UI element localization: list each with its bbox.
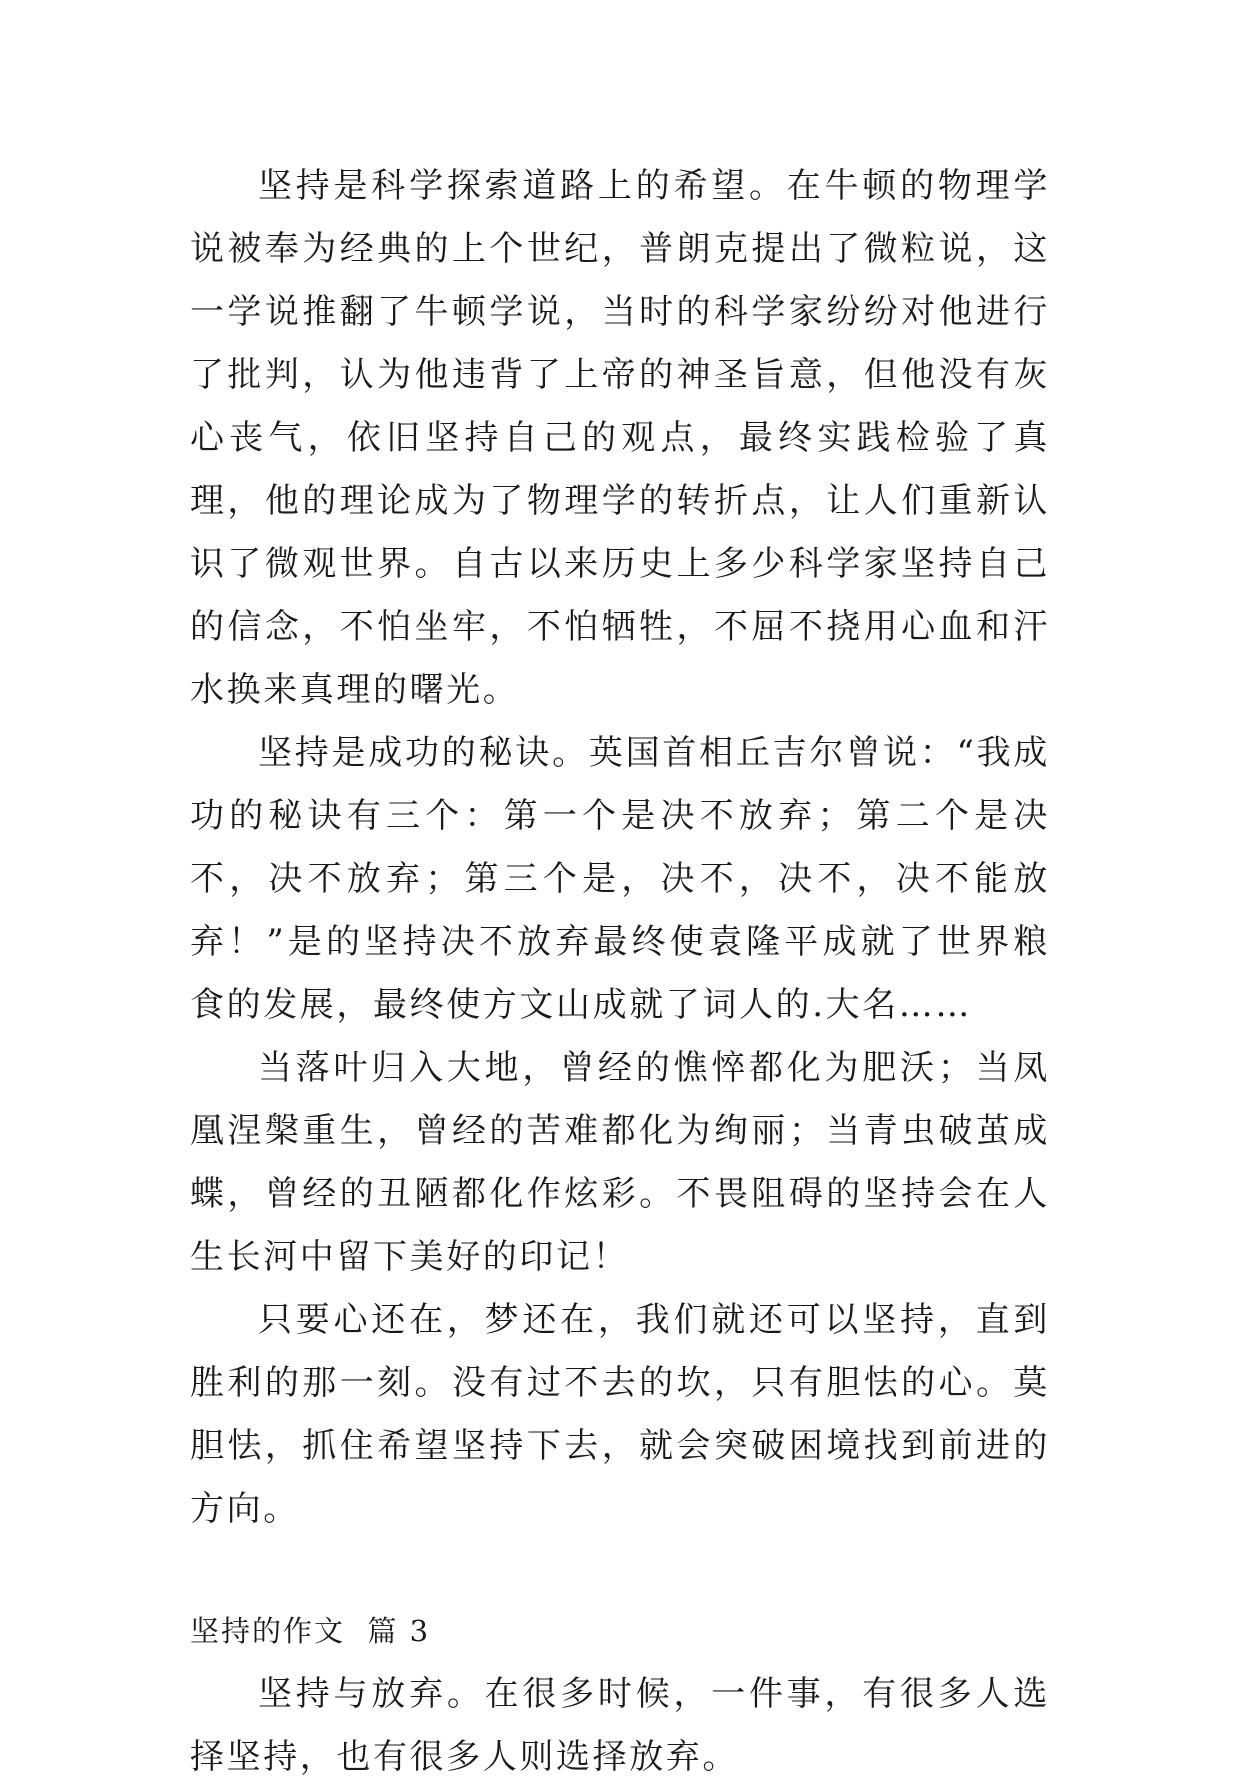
paragraph-science: 坚持是科学探索道路上的希望。在牛顿的物理学说被奉为经典的上个世纪，普朗克提出了微粒说，这一学说推翻了牛顿学说，当时的科学家纷纷对他进行了批判，认为他违背了上帝的神圣旨意，但他没有灰心丧气，依旧坚持自己的观点，最终实践检验了真理，他的理论成为了物理学的转折点，让人们重新认识了微观世界。自古以来历史上多少科学家坚持自己的信念，不怕坐牢，不怕牺牲，不屈不挠用心血和汗水换来真理的曙光。 xyxy=(190,166,1050,710)
paragraph-metaphor: 当落叶归入大地，曾经的憔悴都化为肥沃；当凤凰涅槃重生，曾经的苦难都化为绚丽；当青虫破茧成蝶，曾经的丑陋都化作炫彩。不畏阻碍的坚持会在人生长河中留下美好的印记！ xyxy=(190,1048,1050,1277)
document-page xyxy=(190,155,1050,1789)
paragraph-success: 坚持是成功的秘诀。英国首相丘吉尔曾说：“我成功的秘诀有三个：第一个是决不放弃；第二个是决不，决不放弃；第三个是，决不，决不，决不能放弃！”是的坚持决不放弃最终使袁隆平成就了世界粮食的发展，最终使方文山成就了词人的.大名…… xyxy=(190,733,1050,1025)
section-heading: 坚持的作文 篇 3 xyxy=(190,1614,431,1648)
paragraph-persist-or-quit: 坚持与放弃。在很多时候，一件事，有很多人选择坚持，也有很多人则选择放弃。 xyxy=(190,1674,1050,1777)
paragraph-heart: 只要心还在，梦还在，我们就还可以坚持，直到胜利的那一刻。没有过不去的坎，只有胆怯的心。莫胆怯，抓住希望坚持下去，就会突破困境找到前进的方向。 xyxy=(190,1300,1050,1529)
